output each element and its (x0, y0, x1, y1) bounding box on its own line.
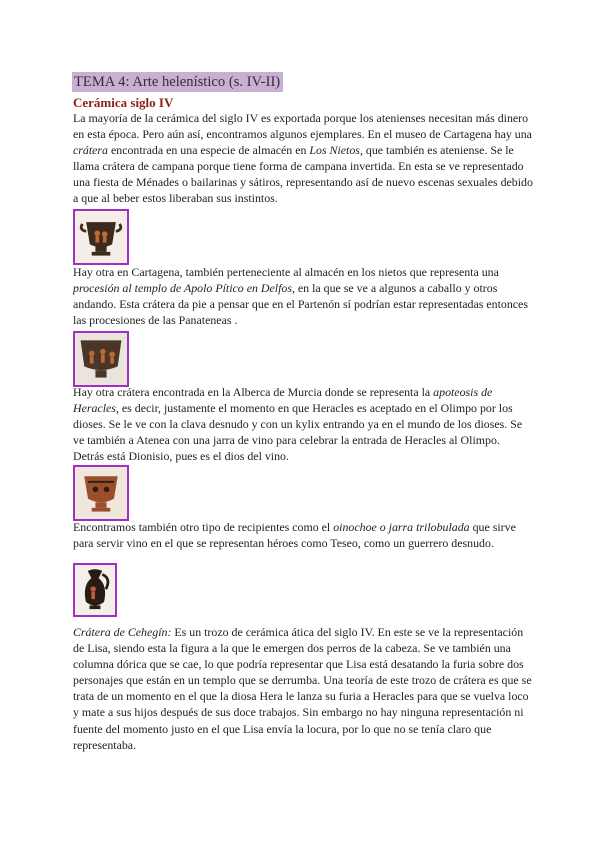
p5-text-a: Es un trozo de cerámica ática del siglo IV. En este se ve la representación de Lisa, siendo esta la figura a la que le emergen dos perros de la cabeza. Se ve también una columna dórica que se cae, lo que podría representar que Lisa está desatando la furia sobre dos personajes que están en un templo que se derrumba. Una teoría de este trozo de crátera es que se trata de un momento en el que la diosa Hera le lanza su furia a Heracles para que se vuelva loco y mate a sus hijos después de sus doce trabajos. Sin embargo no hay ninguna representación ni fuente del momento justo en el que Lisa envía la locura, por lo que no se tenía claro que representaba. (73, 625, 532, 752)
apotheosis-krater-icon (75, 467, 127, 519)
paragraph-4 (73, 519, 533, 551)
p4-text-b: que sirve para servir vino en el que se representan héroes como Teseo, como un guerrero desnudo. (73, 520, 516, 551)
paragraph-1 (73, 110, 533, 207)
p3-text-a: Hay otra crátera encontrada en la Alberca de Murcia donde se representa la (73, 385, 434, 399)
oinochoe-icon (75, 565, 115, 615)
bell-krater-icon (75, 211, 127, 263)
apotheosis-krater-image (73, 465, 129, 521)
p3-italic-1: apoteosis de Heracles (73, 385, 493, 416)
bell-krater-image (73, 209, 129, 265)
procession-krater-image (73, 331, 129, 387)
p2-text-b: , en la que se ve a algunos a caballo y otros andando. Esta crátera da pie a pensar que en el Partenón sí podrían estar representadas entonces las procesiones de las Panateneas . (73, 281, 528, 328)
p1-italic-2: Los Nietos (309, 143, 360, 158)
p2-italic-1: procesión al templo de Apolo Pítico en Delfos (73, 281, 292, 296)
p4-text-a: Encontramos también otro tipo de recipientes como el (73, 520, 334, 534)
p4-italic-1: oinochoe o jarra trilobulada (333, 520, 470, 534)
p1-text-b: encontrada en una especie de almacén en (108, 143, 310, 158)
page-title: TEMA 4: Arte helenístico (s. IV-II) (72, 72, 283, 92)
p3-text-b: , es decir, justamente el momento en que Heracles es aceptado en el Olimpo por los dioses. Se le ve con la clava desnudo y con un kylix entrando ya en el mundo de los dioses. Se ve también a Atenea con una jarra de vino para celebrar la entrada de Heracles al Olimpo. Detrás está Dionisio, pues es el dios del vino. (73, 401, 523, 464)
p5-italic-1: Crátera de Cehegín: (73, 625, 172, 639)
procession-krater-icon (75, 333, 127, 385)
section-heading: Cerámica siglo IV (73, 95, 174, 110)
oinochoe-image (73, 563, 117, 617)
p1-text-a: La mayoría de la cerámica del siglo IV es exportada porque los atenienses necesitan más dinero en esta época. Pero aún así, encontramos algunos ejemplares. En el museo de Cartagena hay una (73, 111, 532, 142)
paragraph-5 (73, 624, 533, 753)
paragraph-2 (73, 264, 533, 328)
p1-italic-1: crátera (73, 143, 109, 158)
p2-text-a: Hay otra en Cartagena, también perteneciente al almacén en los nietos que representa una (73, 265, 499, 279)
paragraph-3 (73, 384, 533, 464)
p1-text-c: , que también es ateniense. Se le llama crátera de campana porque tiene forma de campana invertida. En esta se ve representado una fiesta de Ménades o bailarinas y sátiros, representando así de nuevo escenas sexuales debido a que al beber estos liberaban sus instintos. (73, 143, 533, 206)
